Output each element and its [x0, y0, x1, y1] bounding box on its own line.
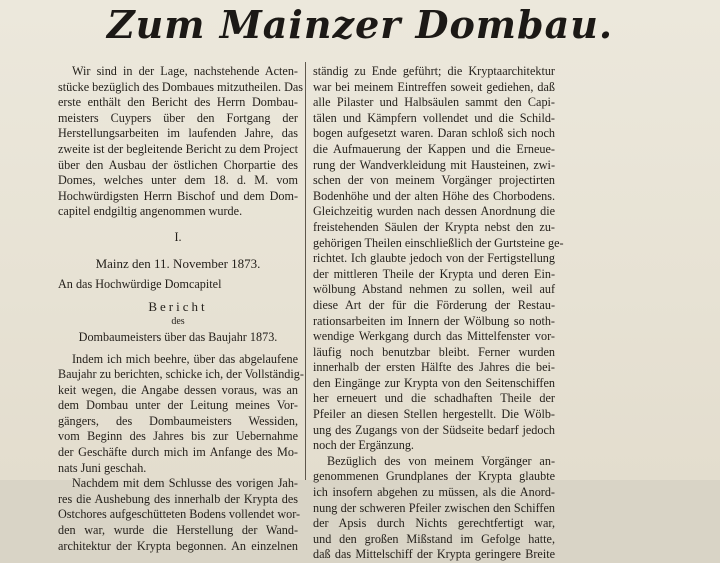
text-line: freistehenden Säulen der Krypta nebst den zu-	[313, 219, 555, 234]
text-line: richtet. Ich glaubte jedoch von der Fertigstellung	[313, 251, 555, 266]
text-line: diese Art der für die Förderung der Restau-	[313, 297, 555, 312]
text-line: daß das Mittelschiff der Krypta geringere Breite	[313, 547, 555, 562]
text-line: res die Aushebung des innerhalb der Krypta des	[58, 491, 298, 506]
text-line: vom Beginn des Jahres bis zur Uebernahme	[58, 429, 298, 444]
text-line: läufig noch benutzbar bleibt. Ferner wurden	[313, 344, 555, 359]
text-line: capitel endgiltig angenommen wurde.	[58, 204, 243, 219]
text-line: über den Ausbau der östlichen Chorpartie des	[58, 157, 298, 172]
text-line: Wir sind in der Lage, nachstehende Acten-	[72, 64, 298, 78]
report-subtitle: Dombaumeisters über das Baujahr 1873.	[78, 329, 278, 344]
text-line: Baujahr zu berichten, schicke ich, der Vollständig-	[58, 367, 304, 382]
text-line: ich insofern abgehen zu müssen, als die Anord-	[313, 485, 555, 500]
text-line: her erneuert und die schadhaften Theile der	[313, 391, 555, 406]
text-line: genommenen Grundplanes der Krypta glaubte	[313, 469, 555, 484]
right-column	[313, 64, 564, 563]
text-line: rationsarbeiten im Innern der Wölbung so noth-	[313, 313, 555, 328]
text-line: gehörigen Theilen einschließlich der Gurtsteine ge-	[313, 235, 564, 250]
text-line: zweite ist der begleitende Bericht zu dem Project	[58, 141, 298, 156]
text-line: dem Dombau unter der Leitung meines Vor-	[58, 398, 298, 413]
text-line: gängers, des Dombaumeisters Wessiden,	[58, 413, 298, 428]
text-line: architektur der Krypta begonnen. An einzelnen	[58, 538, 298, 553]
text-line: Ostchores aufgeschütteten Bodens vollendet wor-	[58, 507, 301, 522]
report-des: des	[171, 316, 185, 328]
text-line: ung des Zugangs von der Südseite bedarf jedoch	[313, 422, 555, 437]
left-column	[58, 64, 304, 554]
address-line: An das Hochwürdige Domcapitel	[58, 277, 222, 292]
text-line: bogen aufgesetzt waren. Daran schloß sich noch	[313, 126, 555, 141]
text-line: Gleichzeitig wurden nach dessen Anordnung die	[313, 204, 555, 219]
intro-paragraph	[58, 64, 304, 220]
text-line: ständig zu Ende geführt; die Kryptaarchitektur	[313, 64, 555, 78]
text-line: meisters Cuypers über den Fortgang der	[58, 110, 298, 125]
paragraph-2	[58, 476, 301, 554]
text-line: Nachdem mit dem Schlusse des vorigen Jah-	[72, 476, 298, 491]
article-title: Zum Mainzer Dombau.	[106, 2, 614, 47]
text-line: und den großen Mißstand im Gefolge hatte,	[313, 531, 555, 546]
text-line: Pfeiler an diesen Stellen hergestellt. Die Wölb-	[313, 407, 555, 422]
text-line: Bodenhöhe und der alten Höhe des Chorbodens.	[313, 188, 555, 203]
text-line: wölbung Abstand nehmen zu sollen, weil auf	[313, 282, 555, 297]
text-line: Indem ich mich beehre, über das abgelaufene	[72, 351, 298, 366]
text-line: noch der Ergänzung.	[313, 438, 414, 453]
report-title: Bericht	[148, 298, 208, 314]
text-line: tälen und Kämpfern vollendet und die Schild-	[313, 110, 555, 125]
paragraph-right-2	[313, 454, 555, 563]
section-number: I.	[174, 229, 182, 244]
text-line: stücke bezüglich des Dombaues mitzutheilen. Das	[58, 79, 304, 94]
text-line: Herstellungsarbeiten im laufenden Jahre, das	[58, 126, 298, 141]
paragraph-right-1	[313, 64, 564, 454]
text-line: die Aufmauerung der Kappen und die Erneue-	[313, 141, 555, 156]
text-line: Domes, welches unter dem 18. d. M. vom	[58, 173, 298, 188]
dateline: Mainz den 11. November 1873.	[95, 255, 261, 271]
text-line: keit wegen, die Angabe dessen voraus, was an	[58, 382, 298, 397]
text-line: den Eingänge zur Krypta von den Seitenschiffen	[313, 375, 555, 390]
text-line: den war, wurde die Herstellung der Wand-	[58, 523, 298, 538]
text-line: alle Pilaster und Halbsäulen sammt den Capi-	[313, 95, 555, 110]
text-line: nung der schweren Pfeiler zwischen den Schiffen	[313, 500, 555, 515]
text-line: innerhalb der ersten Hälfte des Jahres die bei-	[313, 360, 555, 375]
text-line: nats Juni geschah.	[58, 460, 147, 475]
text-line: der Geschäfte durch mich im Anfange des Mo-	[58, 445, 298, 460]
text-line: der mittleren Theile der Krypta und deren Ein-	[313, 266, 555, 281]
paragraph-1	[58, 351, 304, 477]
column-divider	[305, 62, 306, 480]
text-line: schen der von meinem Vorgänger projectirten	[313, 173, 555, 188]
text-line: Hochwürdigsten Herrn Bischof und dem Dom-	[58, 188, 298, 203]
text-line: erste enthält den Bericht des Herrn Dombau-	[58, 95, 298, 110]
text-line: wendige Werkgang durch das Mittelfenster vor-	[313, 329, 555, 344]
text-line: war bei meinem Eintreffen soweit gediehen, daß	[313, 79, 555, 94]
text-line: rung der Wandverkleidung mit Hausteinen, zwi-	[313, 157, 555, 172]
text-line: der Apsis durch Nichts gerechtfertigt war,	[313, 516, 555, 531]
text-line: Bezüglich des von meinem Vorgänger an-	[327, 453, 555, 468]
